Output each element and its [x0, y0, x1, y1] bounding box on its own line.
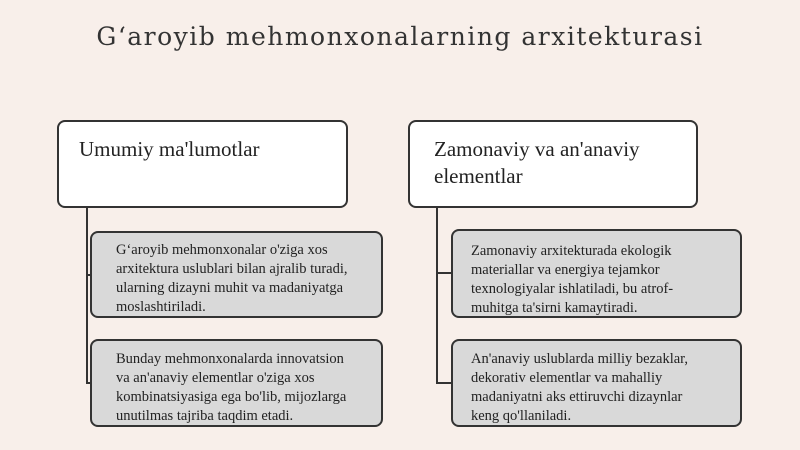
- info-card-architecture-styles: [90, 231, 383, 318]
- header-label: Zamonaviy va an'anaviy: [434, 137, 640, 161]
- card-line: madaniyatni aks ettiruvchi dizaynlar: [471, 389, 683, 405]
- card-line: G‘aroyib mehmonxonalar o'ziga xos: [116, 242, 328, 258]
- card-line: keng qo'llaniladi.: [471, 408, 572, 424]
- card-line: dekorativ elementlar va mahalliy: [471, 370, 663, 386]
- header-label: elementlar: [434, 164, 523, 188]
- card-line: arxitektura uslublari bilan ajralib turadi,: [116, 261, 348, 277]
- card-line: texnologiyalar ishlatiladi, bu atrof-: [471, 281, 674, 297]
- header-box-general-info: [57, 120, 348, 208]
- card-line: Zamonaviy arxitekturada ekologik: [471, 243, 672, 259]
- header-box-modern-traditional: [408, 120, 698, 208]
- info-card-traditional-decor: [451, 339, 742, 427]
- info-card-modern-eco: [451, 229, 742, 318]
- card-line: Bunday mehmonxonalarda innovatsion: [116, 351, 344, 367]
- card-line: An'anaviy uslublarda milliy bezaklar,: [471, 351, 689, 367]
- card-line: moslashtiriladi.: [116, 299, 206, 315]
- card-line: va an'anaviy elementlar o'ziga xos: [116, 370, 315, 386]
- connector-right-vertical: [436, 208, 438, 384]
- header-label: Umumiy ma'lumotlar: [79, 137, 260, 161]
- card-line: kombinatsiyasiga ega bo'lib, mijozlarga: [116, 389, 347, 405]
- page-title: G‘aroyib mehmonxonalarning arxitekturasi: [96, 22, 704, 51]
- card-line: ularning dizayni muhit va madaniyatga: [116, 280, 344, 296]
- card-line: materiallar va energiya tejamkor: [471, 262, 660, 278]
- info-card-innovative-combination: [90, 339, 383, 427]
- connector-left-vertical: [86, 208, 88, 384]
- card-line: unutilmas tajriba taqdim etadi.: [116, 408, 294, 424]
- card-line: muhitga ta'sirni kamaytiradi.: [471, 300, 638, 316]
